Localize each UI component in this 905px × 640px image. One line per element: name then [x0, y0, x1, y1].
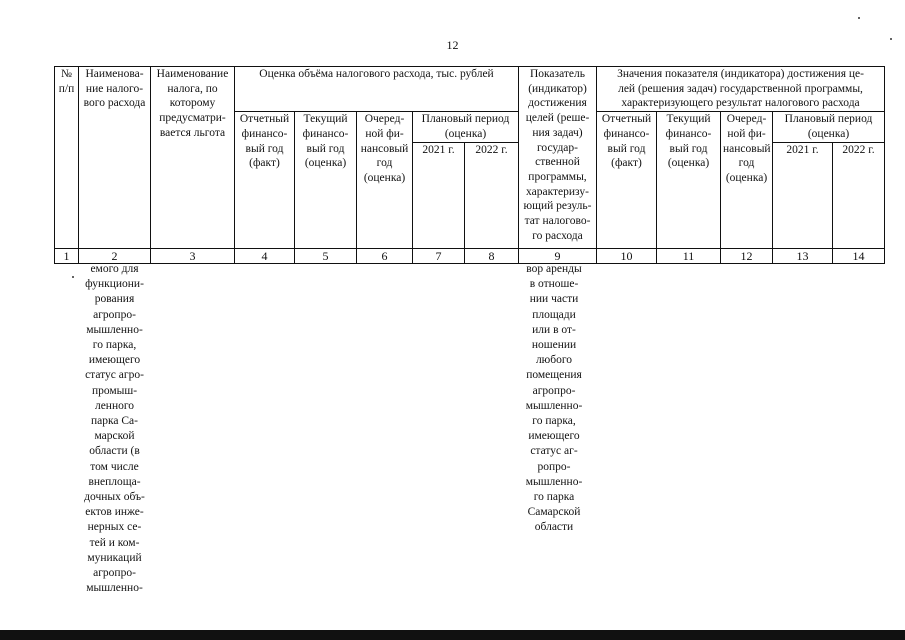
column-number: 8: [465, 248, 519, 263]
header-expenditure-name: Наименова- ние налого- вого расхода: [79, 67, 151, 249]
column-number: 4: [235, 248, 295, 263]
column-number: 2: [79, 248, 151, 263]
header-year-2021-2: 2021 г.: [773, 142, 833, 248]
column-number: 13: [773, 248, 833, 263]
header-year-2022-2: 2022 г.: [833, 142, 885, 248]
column-number: 10: [597, 248, 657, 263]
column-number: 6: [357, 248, 413, 263]
header-next-year: Очеред- ной фи- нансовый год (оценка): [357, 112, 413, 248]
scan-speck: [72, 276, 74, 278]
column-numbers-row: [55, 248, 885, 263]
header-estimate-group: Оценка объёма налогового расхода, тыс. рублей: [235, 67, 519, 112]
header-report-year: Отчетный финансо- вый год (факт): [235, 112, 295, 248]
column-number: 11: [657, 248, 721, 263]
continuation-text-col2: емого для функциони- рования агропро- мышленно- го парка, имеющего статус агро- промыш- ленного парка Са- марской области (в том числе внеплоща- дочных объ- ектов инже- нерных се- тей и ком- муникаций агропро- мышленно-: [84, 263, 145, 595]
scan-edge-bar: [0, 630, 905, 640]
column-number: 5: [295, 248, 357, 263]
header-tax-name: Наименование налога, по которому предусматри- вается льгота: [151, 67, 235, 249]
tax-expenditure-table: [54, 66, 885, 264]
continuation-text-col9: вор аренды в отноше- нии части площади или в от- ношении любого помещения агропро- мышленно- го парка, имеющего статус аг- ропро- мышленно- го парка Самарской области: [525, 263, 583, 534]
header-year-2022: 2022 г.: [465, 142, 519, 248]
column-number: 7: [413, 248, 465, 263]
header-current-year-2: Текущий финансо- вый год (оценка): [657, 112, 721, 248]
header-current-year: Текущий финансо- вый год (оценка): [295, 112, 357, 248]
column-number: 12: [721, 248, 773, 263]
header-next-year-2: Очеред- ной фи- нансовый год (оценка): [721, 112, 773, 248]
column-number: 14: [833, 248, 885, 263]
column-number: 1: [55, 248, 79, 263]
header-plan-period: Плановый период (оценка): [413, 112, 519, 142]
scan-speck: [858, 17, 860, 19]
header-year-2021: 2021 г.: [413, 142, 465, 248]
column-number: 9: [519, 248, 597, 263]
header-number: № п/п: [55, 67, 79, 249]
scan-speck: [890, 38, 892, 40]
header-values-group: Значения показателя (индикатора) достижения це- лей (решения задач) государственной программы, характеризующего результат налогового расхода: [597, 67, 885, 112]
header-report-year-2: Отчетный финансо- вый год (факт): [597, 112, 657, 248]
column-number: 3: [151, 248, 235, 263]
header-indicator: Показатель (индикатор) достижения целей (реше- ния задач) государ- ственной программы, характеризу- ющий резуль- тат налогово- го расхода: [519, 67, 597, 249]
page-number: 12: [446, 38, 459, 52]
header-plan-period-2: Плановый период (оценка): [773, 112, 885, 142]
